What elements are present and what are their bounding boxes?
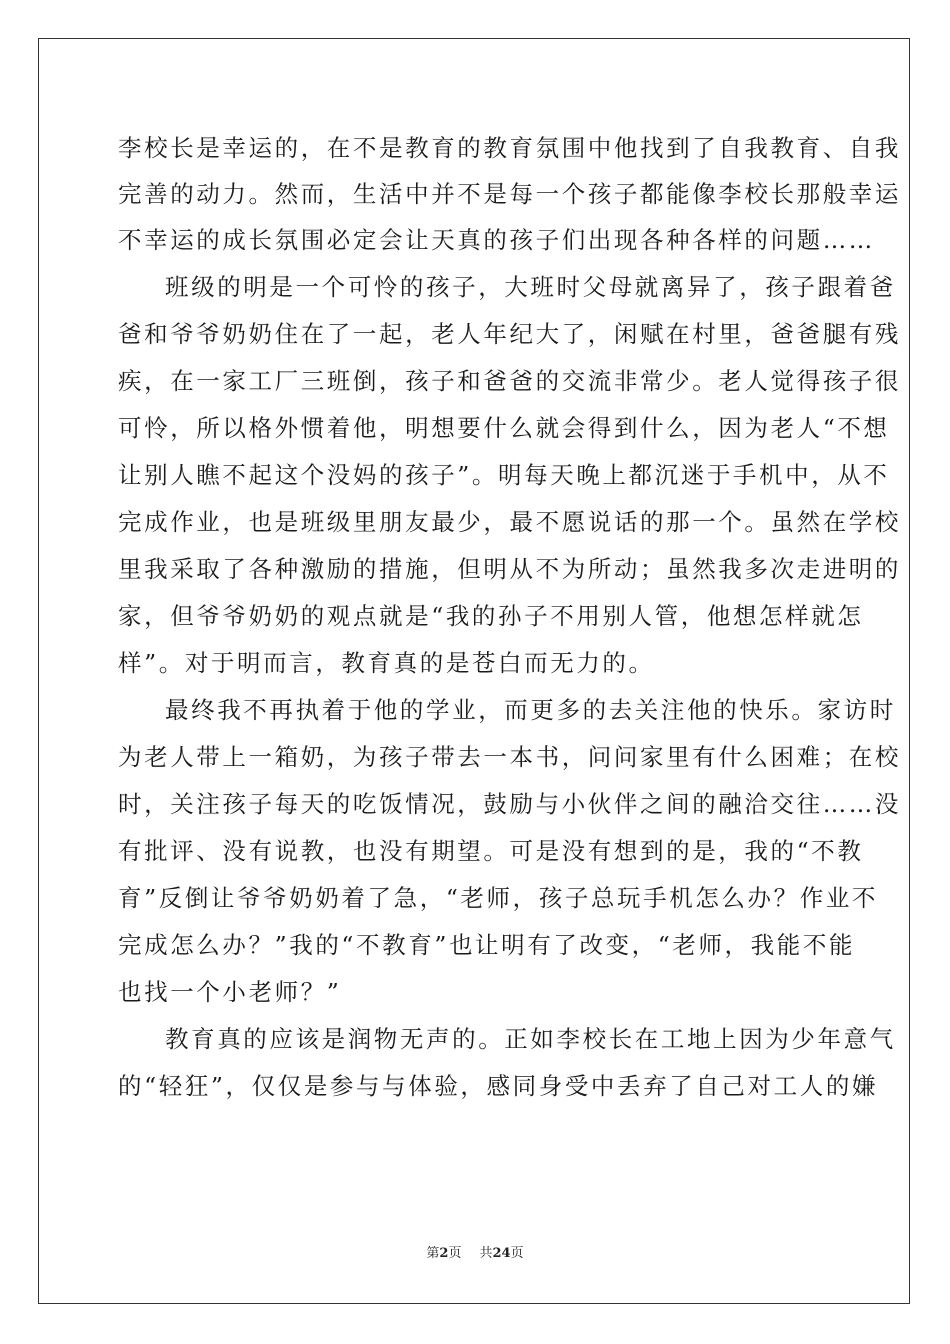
text-line: 完成怎么办？”我的“不教育”也让明有了改变，“老师，我能不能	[118, 931, 856, 959]
text-line: 疾，在一家工厂三班倒，孩子和爸爸的交流非常少。老人觉得孩子很	[118, 367, 901, 395]
paragraph-start-line: 教育真的应该是润物无声的。正如李校长在工地上因为少年意气	[165, 1025, 896, 1053]
text-line: 为老人带上一箱奶，为孩子带去一本书，问问家里有什么困难；在校	[118, 743, 901, 771]
total-prefix: 共	[479, 1246, 493, 1261]
text-line: 家，但爷爷奶奶的观点就是“我的孙子不用别人管，他想怎样就怎	[118, 602, 864, 630]
text-line: 时，关注孩子每天的吃饭情况，鼓励与小伙伴之间的融洽交往……没	[118, 790, 901, 818]
text-line: 样”。对于明而言，教育真的是苍白而无力的。	[118, 649, 655, 677]
page-current: 2	[439, 1246, 449, 1261]
paragraph-start-line: 班级的明是一个可怜的孩子，大班时父母就离异了，孩子跟着爸	[165, 273, 896, 301]
text-line: 爸和爷爷奶奶住在了一起，老人年纪大了，闲赋在村里，爸爸腿有残	[118, 320, 901, 348]
page-prefix: 第	[426, 1246, 440, 1261]
page-total: 24	[492, 1246, 511, 1261]
text-line: 完善的动力。然而，生活中并不是每一个孩子都能像李校长那般幸运	[118, 180, 901, 208]
text-line: 完成作业，也是班级里朋友最少，最不愿说话的那一个。虽然在学校	[118, 508, 901, 536]
text-line: 李校长是幸运的，在不是教育的教育氛围中他找到了自我教育、自我	[118, 134, 901, 162]
text-line: 有批评、没有说教，也没有期望。可是没有想到的是，我的“不教	[118, 837, 864, 865]
paragraph-start-line: 最终我不再执着于他的学业，而更多的去关注他的快乐。家访时	[165, 696, 896, 724]
page-suffix: 页	[448, 1246, 462, 1261]
text-line: 让别人瞧不起这个没妈的孩子”。明每天晚上都沉迷于手机中，从不	[118, 461, 890, 489]
text-line: 也找一个小老师？”	[118, 978, 342, 1006]
page-footer	[0, 1242, 950, 1261]
total-suffix: 页	[510, 1246, 524, 1261]
text-line: 的“轻狂”，仅仅是参与与体验，感同身受中丢弃了自己对工人的嫌	[118, 1072, 879, 1100]
text-line: 不幸运的成长氛围必定会让天真的孩子们出现各种各样的问题……	[118, 226, 875, 254]
text-line: 育”反倒让爷爷奶奶着了急，“老师，孩子总玩手机怎么办？作业不	[118, 884, 879, 912]
text-line: 里我采取了各种激励的措施，但明从不为所动；虽然我多次走进明的	[118, 555, 901, 583]
text-line: 可怜，所以格外惯着他，明想要什么就会得到什么，因为老人“不想	[118, 414, 890, 442]
